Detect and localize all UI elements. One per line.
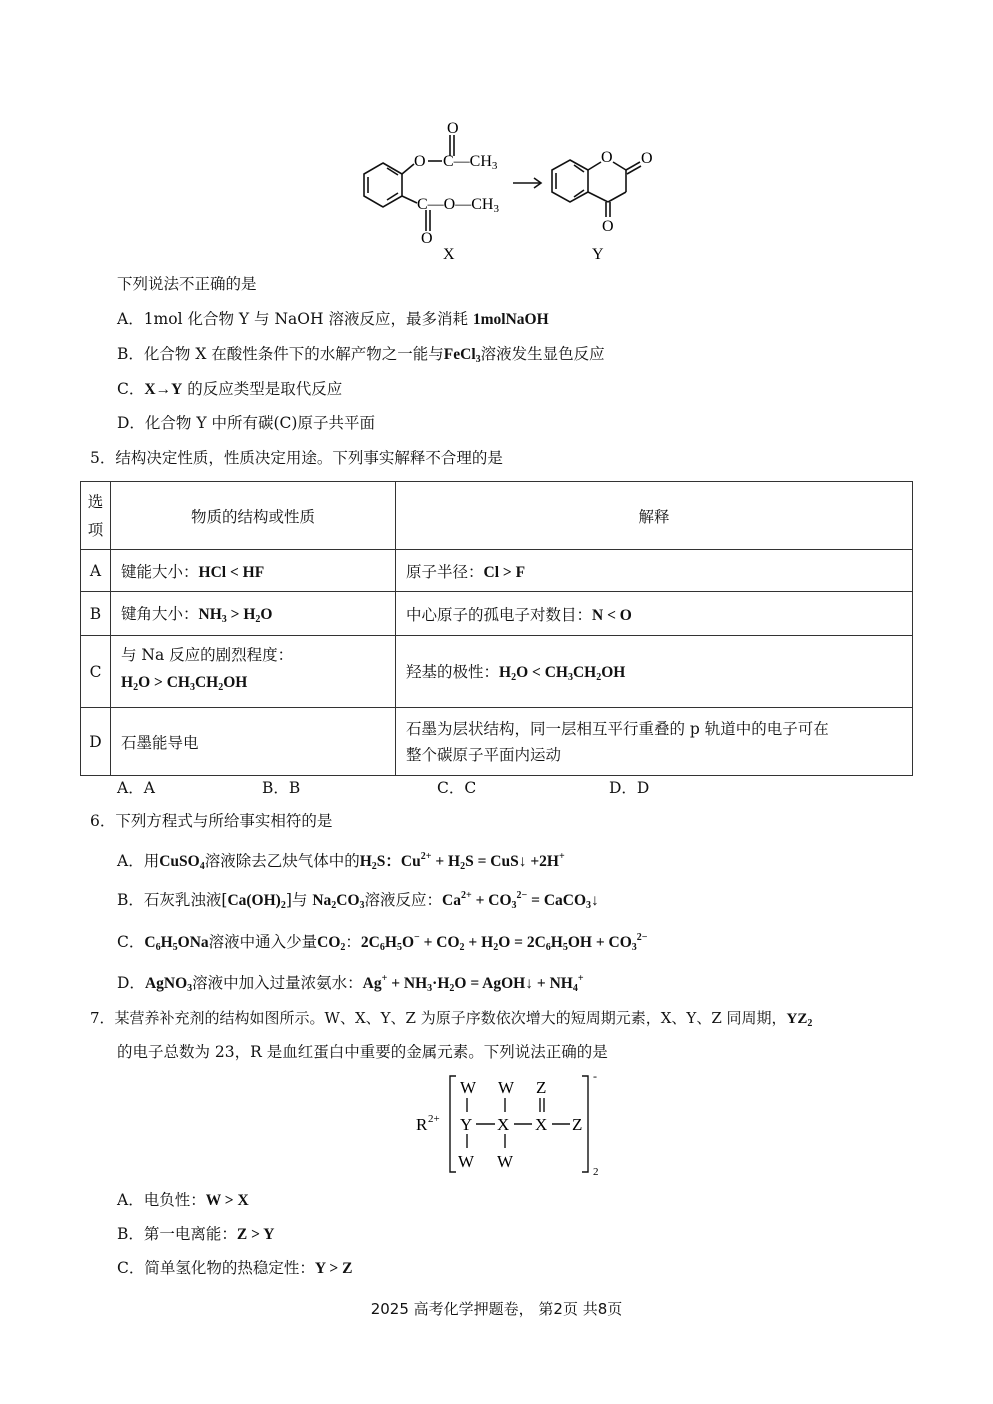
- atom-x: X: [497, 1115, 510, 1134]
- atom-z: Z: [536, 1078, 547, 1097]
- atom-y: Y: [460, 1115, 473, 1134]
- table-row: [81, 550, 913, 592]
- q4-a-formula: 1molNaOH: [472, 311, 549, 328]
- reaction-scheme: [350, 115, 670, 265]
- q4-stem: 下列说法不正确的是: [117, 275, 257, 293]
- table-row: [81, 592, 913, 636]
- q6-stem: 6．下列方程式与所给事实相符的是: [90, 812, 333, 830]
- atom-w: W: [460, 1078, 477, 1097]
- y-ring-o: O: [601, 149, 613, 166]
- q5-choice-d: D．D: [609, 779, 650, 797]
- atom-w: W: [497, 1152, 514, 1171]
- q5-choice-c: C．C: [437, 779, 477, 797]
- x-ester: C—O—CH3: [417, 196, 499, 215]
- y-keto-o1: O: [641, 150, 653, 167]
- q6-option-c: C．$C_6H_5ONa$溶液中通入少量$CO_2$：$2C_6H_5O^- + CO_2 + H_2O = 2C_6H_5OH + CO_3^{2-}$: [117, 932, 648, 953]
- q7-option-c: C．简单氢化物的热稳定性：Y > Z: [117, 1259, 353, 1277]
- q4-option-a: [117, 309, 549, 330]
- count-subscript: 2: [593, 1166, 599, 1178]
- q7-option-b: B．第一电离能：Z > Y: [117, 1225, 275, 1243]
- q6-option-b: B．石灰乳浊液$[Ca(OH)_2]$与 $Na_2CO_3$溶液反应：$Ca^{2+} + CO_3^{2-}$ = CaCO$_3$↓: [117, 890, 599, 911]
- q4-b-text: B．化合物 X 在酸性条件下的水解产物之一能与: [117, 345, 444, 363]
- table-row: [81, 636, 913, 708]
- q6-option-d: D．AgNO$_3$溶液中加入过量浓氨水：$Ag^+ + NH_3\cdot H_2O$ = AgOH↓ + $NH_4^+$: [117, 973, 584, 994]
- row-opt: C: [81, 636, 111, 708]
- q6-option-a: A．用CuSO$_4$溶液除去乙炔气体中的$H_2S$：$Cu^{2+} + H_2S$ = CuS↓ +2H+: [117, 851, 565, 872]
- q5-table: [80, 481, 913, 776]
- q4-option-b: [117, 344, 605, 370]
- q7-structure: [410, 1072, 610, 1182]
- row-opt: D: [81, 708, 111, 776]
- page-footer: 2025 高考化学押题卷， 第2页 共8页: [370, 1300, 623, 1318]
- row-prop: 键能大小：HCl < HF: [111, 550, 396, 592]
- row-explain: 羟基的极性：$H_2O < CH_3CH_2OH$: [396, 636, 913, 708]
- q7-option-a: A．电负性：W > X: [117, 1191, 249, 1209]
- atom-z: Z: [572, 1115, 583, 1134]
- x-o-top: O: [447, 120, 459, 137]
- y-label: Y: [592, 246, 604, 263]
- r-atom: R: [416, 1115, 428, 1134]
- row-prop: 键角大小：$NH_3 > H_2O$: [111, 592, 396, 636]
- header-explain: 解释: [396, 482, 913, 550]
- q4-a-text: A．1mol 化合物 Y 与 NaOH 溶液反应，最多消耗: [117, 310, 468, 328]
- q7-stem-line1: 7．某营养补充剂的结构如图所示。W、X、Y、Z 为原子序数依次增大的短周期元素，X、Y、Z 同周期，$YZ_2$: [90, 1009, 813, 1029]
- atom-w: W: [458, 1152, 475, 1171]
- q4-c-formula: X→Y: [144, 381, 183, 398]
- header-opt: 选项: [81, 482, 111, 550]
- row-explain: 原子半径：Cl > F: [396, 550, 913, 592]
- x-o-ether: O: [414, 153, 426, 170]
- x-label: X: [443, 246, 455, 263]
- row-prop: 石墨能导电: [111, 708, 396, 776]
- atom-w: W: [498, 1078, 515, 1097]
- x-o-bottom: O: [421, 230, 433, 247]
- x-acetyl: C—CH3: [443, 153, 498, 172]
- r-charge: 2+: [428, 1113, 440, 1125]
- q5-choice-a: A．A: [117, 779, 155, 797]
- q7-stem-line2: 的电子总数为 23，R 是血红蛋白中重要的金属元素。下列说法正确的是: [117, 1043, 608, 1061]
- q5-choice-b: B．B: [262, 779, 301, 797]
- table-row: [81, 482, 913, 550]
- q4-option-d: D．化合物 Y 中所有碳(C)原子共平面: [117, 414, 375, 432]
- row-opt: A: [81, 550, 111, 592]
- atom-x: X: [535, 1115, 548, 1134]
- row-opt: B: [81, 592, 111, 636]
- anion-charge: -: [593, 1072, 597, 1083]
- q4-option-c: C．X→Y 的反应类型是取代反应: [117, 380, 343, 398]
- table-row: [81, 708, 913, 776]
- q4-b-post: 溶液发生显色反应: [480, 345, 605, 363]
- row-prop: 与 Na 反应的剧烈程度： $H_2O > CH_3CH_2OH$: [111, 636, 396, 708]
- y-keto-o2: O: [602, 218, 614, 235]
- header-prop: 物质的结构或性质: [111, 482, 396, 550]
- q4-b-formula: FeCl$_3$: [443, 346, 481, 365]
- row-explain: 石墨为层状结构，同一层相互平行重叠的 p 轨道中的电子可在 整个碳原子平面内运动: [396, 708, 913, 776]
- q5-stem: 5．结构决定性质，性质决定用途。下列事实解释不合理的是: [90, 449, 503, 467]
- row-explain: 中心原子的孤电子对数目：N < O: [396, 592, 913, 636]
